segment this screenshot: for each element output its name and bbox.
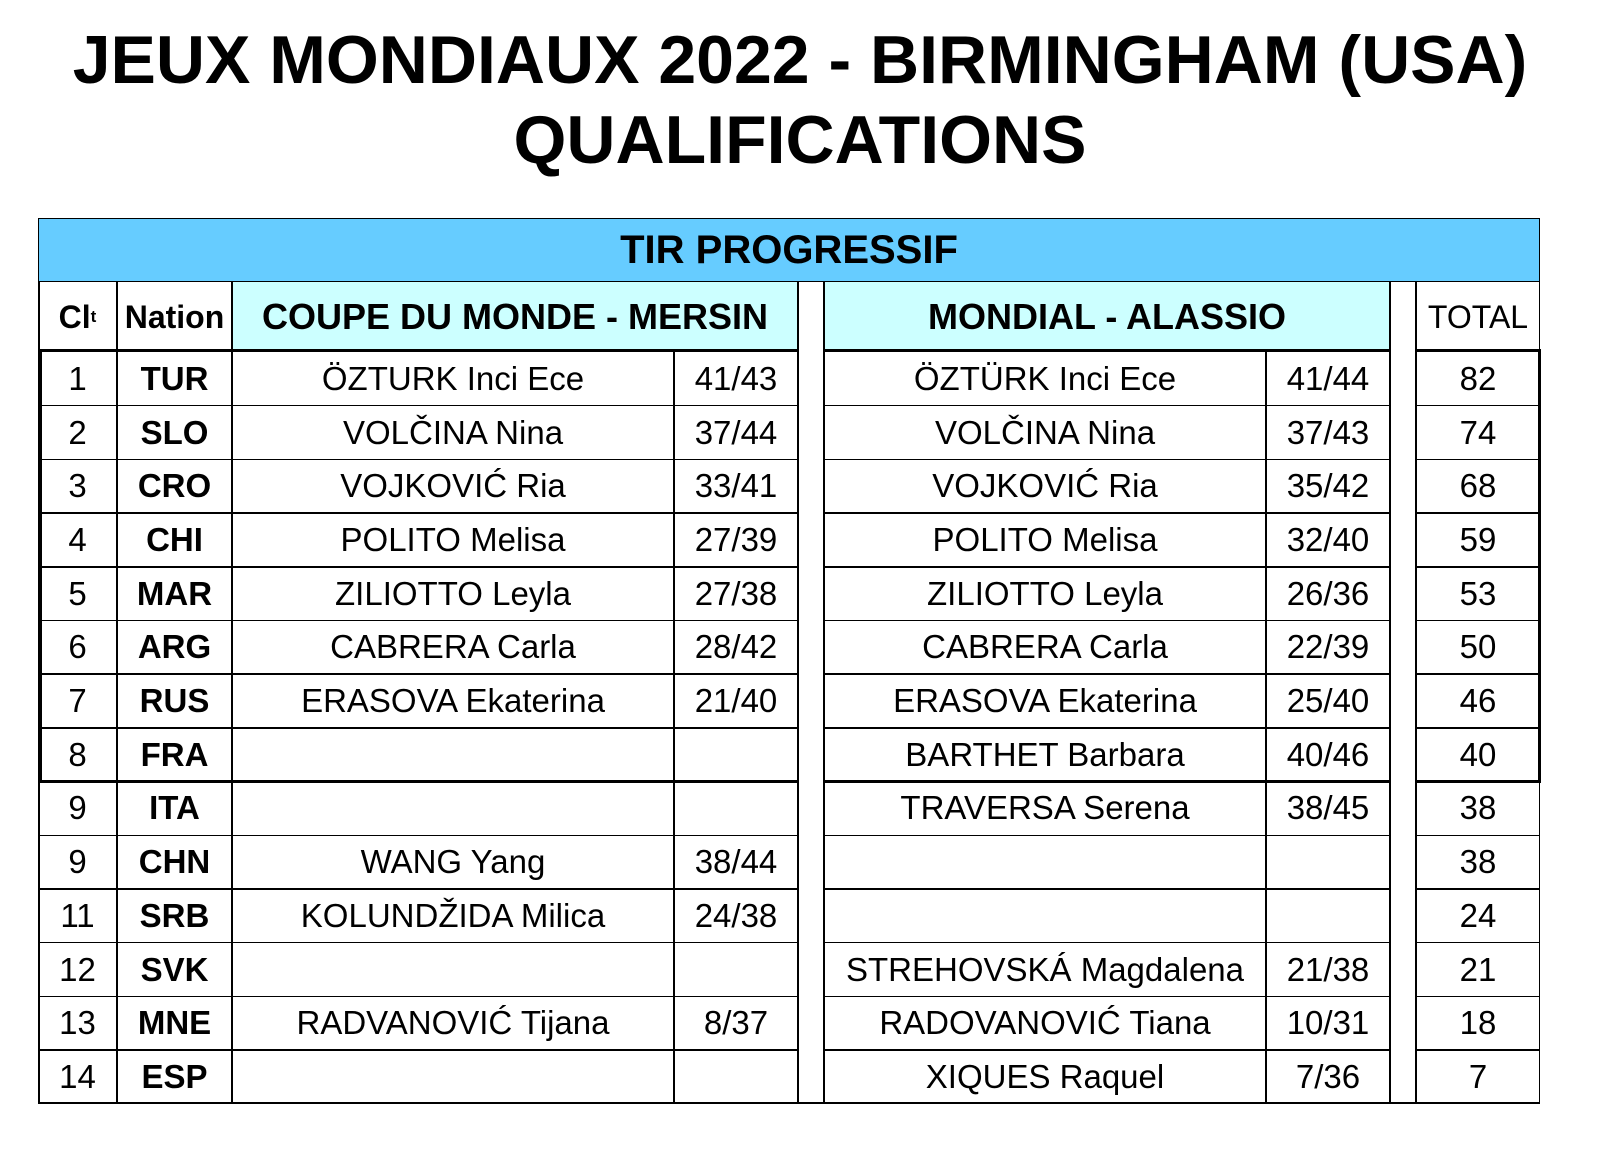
total-cell: 7 [1468, 1057, 1488, 1095]
score-mersin-cell: 33/41 [694, 467, 778, 505]
athlete-mersin-cell: KOLUNDŽIDA Milica [300, 896, 606, 934]
total-cell: 21 [1459, 950, 1497, 988]
row-divider [824, 459, 1390, 461]
qualifier-box-left [38, 349, 42, 783]
row-divider [1416, 835, 1540, 837]
header-divider [38, 349, 798, 352]
athlete-mersin-cell [232, 1050, 674, 1104]
row-divider [38, 405, 798, 407]
row-divider [824, 620, 1390, 622]
rank-cell: 9 [68, 789, 87, 827]
row-divider [1416, 566, 1540, 568]
score-alassio-cell: 41/44 [1286, 359, 1370, 397]
nation-cell: ITA [149, 789, 200, 827]
nation-cell: MNE [137, 1004, 212, 1042]
row-divider [1416, 996, 1540, 998]
row-divider [38, 673, 798, 675]
score-mersin-cell: 27/39 [694, 520, 778, 558]
score-mersin-cell [674, 782, 798, 836]
qualifier-box-right [1538, 349, 1542, 783]
total-cell: 74 [1459, 413, 1497, 451]
score-alassio-cell: 37/43 [1286, 413, 1370, 451]
header-rank: Cl t [58, 298, 97, 335]
score-mersin-cell [674, 943, 798, 997]
athlete-mersin-cell: WANG Yang [360, 843, 546, 881]
score-mersin-cell: 38/44 [694, 843, 778, 881]
score-alassio-cell: 38/45 [1286, 789, 1370, 827]
page-title: JEUX MONDIAUX 2022 - BIRMINGHAM (USA) [72, 22, 1528, 98]
row-divider [38, 996, 798, 998]
rank-cell: 12 [59, 950, 96, 988]
row-divider [824, 835, 1390, 837]
rank-cell: 2 [68, 413, 87, 451]
results-table [38, 218, 1582, 1122]
athlete-alassio-cell [824, 889, 1266, 943]
score-mersin-cell: 21/40 [694, 682, 778, 720]
score-alassio-cell: 7/36 [1295, 1057, 1361, 1095]
athlete-mersin-cell [232, 728, 674, 782]
header-event-mersin: COUPE DU MONDE - MERSIN [232, 282, 798, 352]
row-divider [38, 835, 798, 837]
row-divider [38, 566, 798, 568]
qualifier-box-bottom [1416, 780, 1541, 784]
athlete-mersin-cell: POLITO Melisa [340, 520, 566, 558]
athlete-alassio-cell: ZILIOTTO Leyla [927, 574, 1163, 612]
row-divider [38, 727, 798, 729]
row-divider [1416, 620, 1540, 622]
score-mersin-cell [674, 1050, 798, 1104]
athlete-mersin-cell [232, 943, 674, 997]
rank-cell: 8 [68, 735, 87, 773]
score-mersin-cell: 37/44 [694, 413, 778, 451]
score-alassio-cell: 21/38 [1286, 950, 1370, 988]
row-divider [824, 512, 1390, 514]
nation-cell: CHI [146, 520, 203, 558]
row-divider [38, 459, 798, 461]
row-divider [1416, 888, 1540, 890]
athlete-mersin-cell: CABRERA Carla [330, 628, 576, 666]
row-divider [824, 566, 1390, 568]
row-divider [824, 888, 1390, 890]
row-divider [38, 620, 798, 622]
total-cell: 24 [1459, 896, 1497, 934]
nation-cell: SRB [139, 896, 210, 934]
row-divider [1416, 512, 1540, 514]
header-nation: Nation [124, 298, 225, 335]
rank-cell: 14 [59, 1057, 96, 1095]
nation-cell: TUR [140, 359, 209, 397]
qualifier-box-bottom [38, 780, 798, 784]
athlete-alassio-cell: ÖZTÜRK Inci Ece [913, 359, 1177, 397]
score-alassio-cell: 22/39 [1286, 628, 1370, 666]
athlete-alassio-cell: VOJKOVIĆ Ria [932, 467, 1158, 505]
rank-cell: 6 [68, 628, 87, 666]
qualifier-box-bottom [824, 780, 1390, 784]
row-divider [38, 512, 798, 514]
athlete-alassio-cell: TRAVERSA Serena [900, 789, 1190, 827]
row-divider [824, 405, 1390, 407]
table-banner: TIR PROGRESSIF [38, 218, 1540, 282]
score-mersin-cell: 28/42 [694, 628, 778, 666]
row-divider [1416, 673, 1540, 675]
nation-cell: ARG [137, 628, 212, 666]
row-divider [1416, 405, 1540, 407]
score-alassio-cell: 32/40 [1286, 520, 1370, 558]
total-cell: 53 [1459, 574, 1497, 612]
athlete-mersin-cell: ERASOVA Ekaterina [301, 682, 605, 720]
nation-cell: CRO [137, 467, 212, 505]
athlete-alassio-cell [824, 835, 1266, 889]
nation-cell: MAR [136, 574, 213, 612]
row-divider [38, 1049, 798, 1051]
total-cell: 68 [1459, 467, 1497, 505]
athlete-alassio-cell: XIQUES Raquel [925, 1057, 1165, 1095]
row-divider [824, 942, 1390, 944]
nation-cell: SVK [140, 950, 209, 988]
athlete-mersin-cell: RADVANOVIĆ Tijana [296, 1004, 610, 1042]
athlete-mersin-cell: ÖZTURK Inci Ece [321, 359, 585, 397]
score-mersin-cell: 24/38 [694, 896, 778, 934]
row-divider [38, 942, 798, 944]
header-rank-label: Cl [58, 298, 91, 335]
rank-cell: 5 [68, 574, 87, 612]
score-alassio-cell: 26/36 [1286, 574, 1370, 612]
row-divider [824, 996, 1390, 998]
total-cell: 18 [1459, 1004, 1497, 1042]
row-divider [1416, 459, 1540, 461]
rank-cell: 9 [68, 843, 87, 881]
rank-cell: 4 [68, 520, 87, 558]
athlete-mersin-cell: VOLČINA Nina [342, 413, 564, 451]
score-alassio-cell [1266, 889, 1390, 943]
rank-cell: 1 [68, 359, 87, 397]
rank-cell: 7 [68, 682, 87, 720]
total-cell: 82 [1459, 359, 1497, 397]
total-cell: 40 [1459, 735, 1497, 773]
header-divider [1416, 349, 1540, 352]
header-event-alassio: MONDIAL - ALASSIO [824, 282, 1390, 352]
row-divider [824, 727, 1390, 729]
score-alassio-cell: 25/40 [1286, 682, 1370, 720]
row-divider [1416, 727, 1540, 729]
total-cell: 46 [1459, 682, 1497, 720]
athlete-alassio-cell: CABRERA Carla [922, 628, 1168, 666]
athlete-mersin-cell [232, 782, 674, 836]
row-divider [824, 1049, 1390, 1051]
header-total: TOTAL [1427, 298, 1529, 335]
rank-cell: 3 [68, 467, 87, 505]
nation-cell: CHN [138, 843, 211, 881]
total-cell: 38 [1459, 789, 1497, 827]
table-border-bottom [38, 1102, 1540, 1104]
header-divider [824, 349, 1390, 352]
nation-cell: FRA [140, 735, 209, 773]
score-mersin-cell: 41/43 [694, 359, 778, 397]
athlete-alassio-cell: RADOVANOVIĆ Tiana [879, 1004, 1211, 1042]
score-mersin-cell [674, 728, 798, 782]
athlete-alassio-cell: ERASOVA Ekaterina [893, 682, 1197, 720]
score-mersin-cell: 27/38 [694, 574, 778, 612]
nation-cell: RUS [139, 682, 210, 720]
athlete-mersin-cell: ZILIOTTO Leyla [335, 574, 571, 612]
score-alassio-cell [1266, 835, 1390, 889]
rank-cell: 13 [59, 1004, 96, 1042]
athlete-alassio-cell: BARTHET Barbara [905, 735, 1185, 773]
rank-cell: 11 [60, 896, 95, 934]
athlete-mersin-cell: VOJKOVIĆ Ria [340, 467, 566, 505]
row-divider [38, 888, 798, 890]
row-divider [1416, 942, 1540, 944]
athlete-alassio-cell: STREHOVSKÁ Magdalena [845, 950, 1244, 988]
total-cell: 50 [1459, 628, 1497, 666]
nation-cell: ESP [141, 1057, 208, 1095]
row-divider [824, 673, 1390, 675]
score-alassio-cell: 35/42 [1286, 467, 1370, 505]
athlete-alassio-cell: POLITO Melisa [932, 520, 1158, 558]
nation-cell: SLO [140, 413, 209, 451]
score-alassio-cell: 10/31 [1286, 1004, 1370, 1042]
total-cell: 38 [1459, 843, 1497, 881]
total-cell: 59 [1459, 520, 1497, 558]
page-subtitle: QUALIFICATIONS [513, 102, 1087, 178]
score-mersin-cell: 8/37 [703, 1004, 769, 1042]
athlete-alassio-cell: VOLČINA Nina [934, 413, 1156, 451]
row-divider [1416, 1049, 1540, 1051]
score-alassio-cell: 40/46 [1286, 735, 1370, 773]
